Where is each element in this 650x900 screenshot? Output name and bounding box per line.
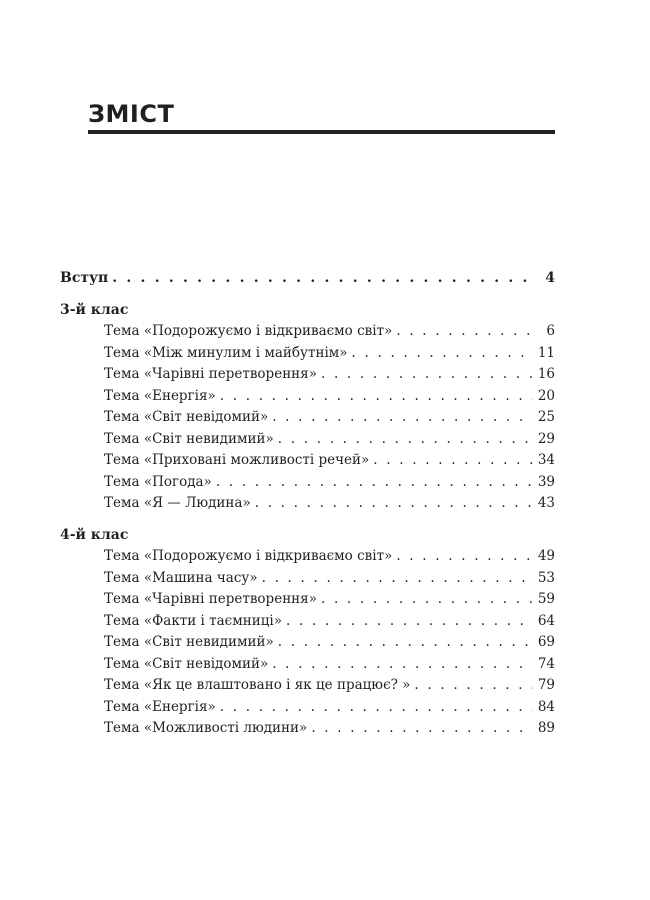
toc-entry-page: 16 bbox=[537, 366, 555, 382]
toc-entry-page: 59 bbox=[537, 591, 555, 607]
toc-entry-page: 4 bbox=[545, 270, 555, 286]
toc-entry-page: 49 bbox=[537, 548, 555, 564]
toc-entry[interactable] bbox=[60, 343, 555, 365]
dot-leader bbox=[311, 718, 533, 740]
toc-entry-intro[interactable] bbox=[60, 268, 555, 290]
toc-entry-page: 34 bbox=[537, 452, 555, 468]
toc-entry-page: 69 bbox=[537, 634, 555, 650]
toc-entry[interactable] bbox=[60, 493, 555, 515]
dot-leader bbox=[414, 675, 533, 697]
toc-entry[interactable] bbox=[60, 450, 555, 472]
toc-entry-label: Тема «Погода» bbox=[104, 473, 212, 490]
toc-entry-page: 20 bbox=[537, 387, 555, 404]
toc-entry-page: 64 bbox=[537, 612, 555, 629]
toc-entry[interactable] bbox=[60, 611, 555, 633]
toc-entry[interactable] bbox=[60, 472, 555, 494]
dot-leader bbox=[352, 343, 533, 365]
toc-entry-page: 6 bbox=[546, 323, 555, 339]
dot-leader bbox=[396, 546, 533, 568]
toc-entry-label: Тема «Чарівні перетворення» bbox=[104, 591, 317, 607]
toc-entry[interactable] bbox=[60, 675, 555, 697]
toc-entry-label: Тема «Світ невідомий» bbox=[104, 409, 269, 425]
toc-entry[interactable] bbox=[60, 697, 555, 719]
table-of-contents bbox=[60, 268, 555, 740]
page-title: ЗМІСТ bbox=[88, 100, 175, 128]
toc-entry-label: Тема «Як це влаштовано і як це працює? » bbox=[104, 677, 411, 693]
toc-entry[interactable] bbox=[60, 654, 555, 676]
section-heading-grade-3: 3-й клас bbox=[60, 301, 129, 318]
section-heading-grade-4: 4-й клас bbox=[60, 526, 129, 543]
dot-leader bbox=[255, 493, 533, 515]
toc-entry[interactable] bbox=[60, 407, 555, 429]
toc-entry[interactable] bbox=[60, 429, 555, 451]
toc-entry-label: Тема «Подорожуємо і відкриваємо світ» bbox=[104, 323, 393, 339]
toc-entry-label: Тема «Факти і таємниці» bbox=[104, 612, 282, 629]
dot-leader bbox=[112, 268, 533, 290]
toc-entry-page: 74 bbox=[537, 655, 555, 672]
toc-entry[interactable] bbox=[60, 546, 555, 568]
toc-entry-label: Тема «Світ невідомий» bbox=[104, 655, 269, 672]
toc-entry-label: Тема «Енергія» bbox=[104, 387, 216, 404]
toc-entry-label: Тема «Між минулим і майбутнім» bbox=[104, 344, 348, 361]
dot-leader bbox=[286, 611, 533, 633]
dot-leader bbox=[278, 429, 533, 451]
toc-entry-page: 25 bbox=[537, 409, 555, 425]
dot-leader bbox=[272, 654, 533, 676]
dot-leader bbox=[220, 386, 533, 408]
toc-entry-label: Тема «Світ невидимий» bbox=[104, 634, 274, 650]
toc-entry-page: 53 bbox=[537, 569, 555, 586]
toc-entry[interactable] bbox=[60, 321, 555, 343]
toc-entry[interactable] bbox=[60, 718, 555, 740]
toc-entry-label: Тема «Машина часу» bbox=[104, 569, 258, 586]
toc-entry-page: 84 bbox=[537, 698, 555, 715]
toc-entry-label: Тема «Можливості людини» bbox=[104, 720, 308, 736]
toc-entry-page: 39 bbox=[537, 473, 555, 490]
toc-entry-label: Тема «Я — Людина» bbox=[104, 495, 251, 511]
toc-entry-label: Тема «Світ невидимий» bbox=[104, 430, 274, 447]
toc-entry[interactable] bbox=[60, 632, 555, 654]
toc-entry-page: 79 bbox=[537, 677, 555, 693]
toc-entry-page: 43 bbox=[537, 495, 555, 511]
toc-entry-label: Тема «Приховані можливості речей» bbox=[104, 452, 370, 468]
dot-leader bbox=[321, 364, 533, 386]
dot-leader bbox=[262, 568, 533, 590]
toc-entry-page: 29 bbox=[537, 430, 555, 447]
toc-entry-page: 11 bbox=[537, 344, 555, 361]
dot-leader bbox=[216, 472, 533, 494]
dot-leader bbox=[272, 407, 533, 429]
dot-leader bbox=[396, 321, 533, 343]
dot-leader bbox=[321, 589, 533, 611]
dot-leader bbox=[373, 450, 533, 472]
title-underline bbox=[88, 130, 555, 134]
toc-entry[interactable] bbox=[60, 568, 555, 590]
toc-entry-label: Вступ bbox=[60, 270, 109, 286]
toc-entry-label: Тема «Енергія» bbox=[104, 698, 216, 715]
toc-entry-page: 89 bbox=[537, 720, 555, 736]
toc-entry-label: Тема «Подорожуємо і відкриваємо світ» bbox=[104, 548, 393, 564]
dot-leader bbox=[278, 632, 533, 654]
toc-entry-label: Тема «Чарівні перетворення» bbox=[104, 366, 317, 382]
toc-entry[interactable] bbox=[60, 364, 555, 386]
toc-entry[interactable] bbox=[60, 386, 555, 408]
toc-entry[interactable] bbox=[60, 589, 555, 611]
dot-leader bbox=[220, 697, 533, 719]
